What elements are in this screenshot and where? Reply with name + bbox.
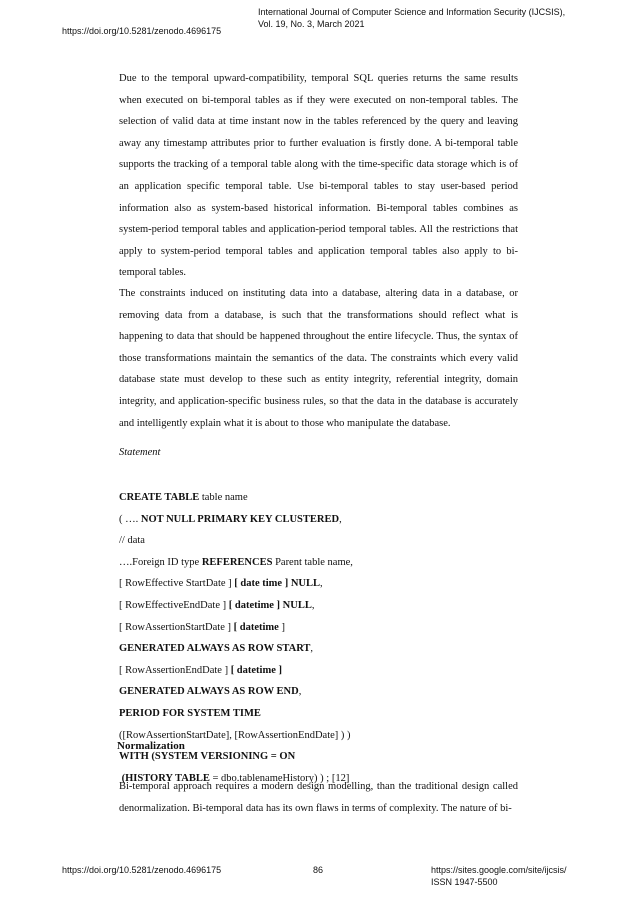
code-line: CREATE TABLE table name — [119, 492, 248, 503]
footer-site — [431, 864, 567, 888]
code-line: WITH (SYSTEM VERSIONING = ON — [119, 751, 296, 763]
body-paragraph-1: Due to the temporal upward-compatibility, temporal SQL queries returns the same results when executed on bi-temporal tables as if they were executed on non-temporal tables. The selection of valid data at time instant now in the tables referenced by the query and leaving away any timestamp attributes prior to further evaluation is firstly done. A bi-temporal table supports the tracking of a temporal table along with the time-specific data storage which is of an application specific temporal table. Use bi-temporal tables to stay user-based period information also as system-based historical information. Bi-temporal tables combines as system-period temporal tables and application-period temporal tables. All the restrictions that apply to system-period temporal tables and application temporal tables also apply to bi-temporal tables. — [119, 73, 518, 279]
header-journal — [258, 6, 618, 30]
footer-doi: https://doi.org/10.5281/zenodo.4696175 — [62, 865, 222, 875]
journal-volume: Vol. 19, No. 3, March 2021 — [258, 19, 365, 29]
code-line: [ RowAssertionEndDate ] [ datetime ] — [119, 664, 282, 676]
page-number: 86 — [313, 865, 324, 875]
header-doi: https://doi.org/10.5281/zenodo.4696175 — [62, 26, 222, 36]
body-paragraph-3: Bi-temporal approach requires a modern design modelling, than the traditional design called denormalization. Bi-temporal data has its own flaws in terms of complexity. The nature of bi- — [119, 781, 518, 814]
code-line: [ RowEffectiveEndDate ] [ datetime ] NULL, — [119, 599, 315, 611]
code-line: [ RowAssertionStartDate ] [ datetime ] — [119, 621, 285, 633]
footer-issn: ISSN 1947-5500 — [431, 877, 498, 887]
code-line: ( …. NOT NULL PRIMARY KEY CLUSTERED, — [119, 513, 342, 525]
code-line: GENERATED ALWAYS AS ROW START, — [119, 643, 314, 655]
code-line: (HISTORY TABLE = dbo.tablenameHistory) ) ; [12] — [119, 772, 350, 784]
journal-title: International Journal of Computer Science and Information Security (IJCSIS), — [258, 7, 566, 17]
code-line: ([RowAssertionStartDate], [RowAssertionEndDate] ) ) — [119, 729, 351, 741]
code-line: ….Foreign ID type REFERENCES Parent table name, — [119, 556, 353, 568]
body-paragraph-2: The constraints induced on instituting data into a database, altering data in a database, or removing data from a database, is such that the transformations should reflect what is happening to data that should be happened throughout the entire lifecycle. Thus, the syntax of those transformations maintain the semantics of the data. The constraints which every valid database state must develop to these such as entity integrity, referential integrity, domain integrity, and application-specific business rules, so that the data in the database is accurately and intelligently explain what it is about to those who manipulate the database. — [119, 288, 518, 429]
footer-site-url: https://sites.google.com/site/ijcsis/ — [431, 865, 567, 875]
code-line: PERIOD FOR SYSTEM TIME — [119, 707, 261, 719]
section-heading-normalization: Normalization — [117, 740, 185, 752]
code-line: // data — [119, 535, 145, 547]
code-line: [ RowEffective StartDate ] [ date time ] NULL, — [119, 578, 323, 590]
statement-label: Statement — [119, 447, 161, 458]
code-line: GENERATED ALWAYS AS ROW END, — [119, 686, 302, 698]
